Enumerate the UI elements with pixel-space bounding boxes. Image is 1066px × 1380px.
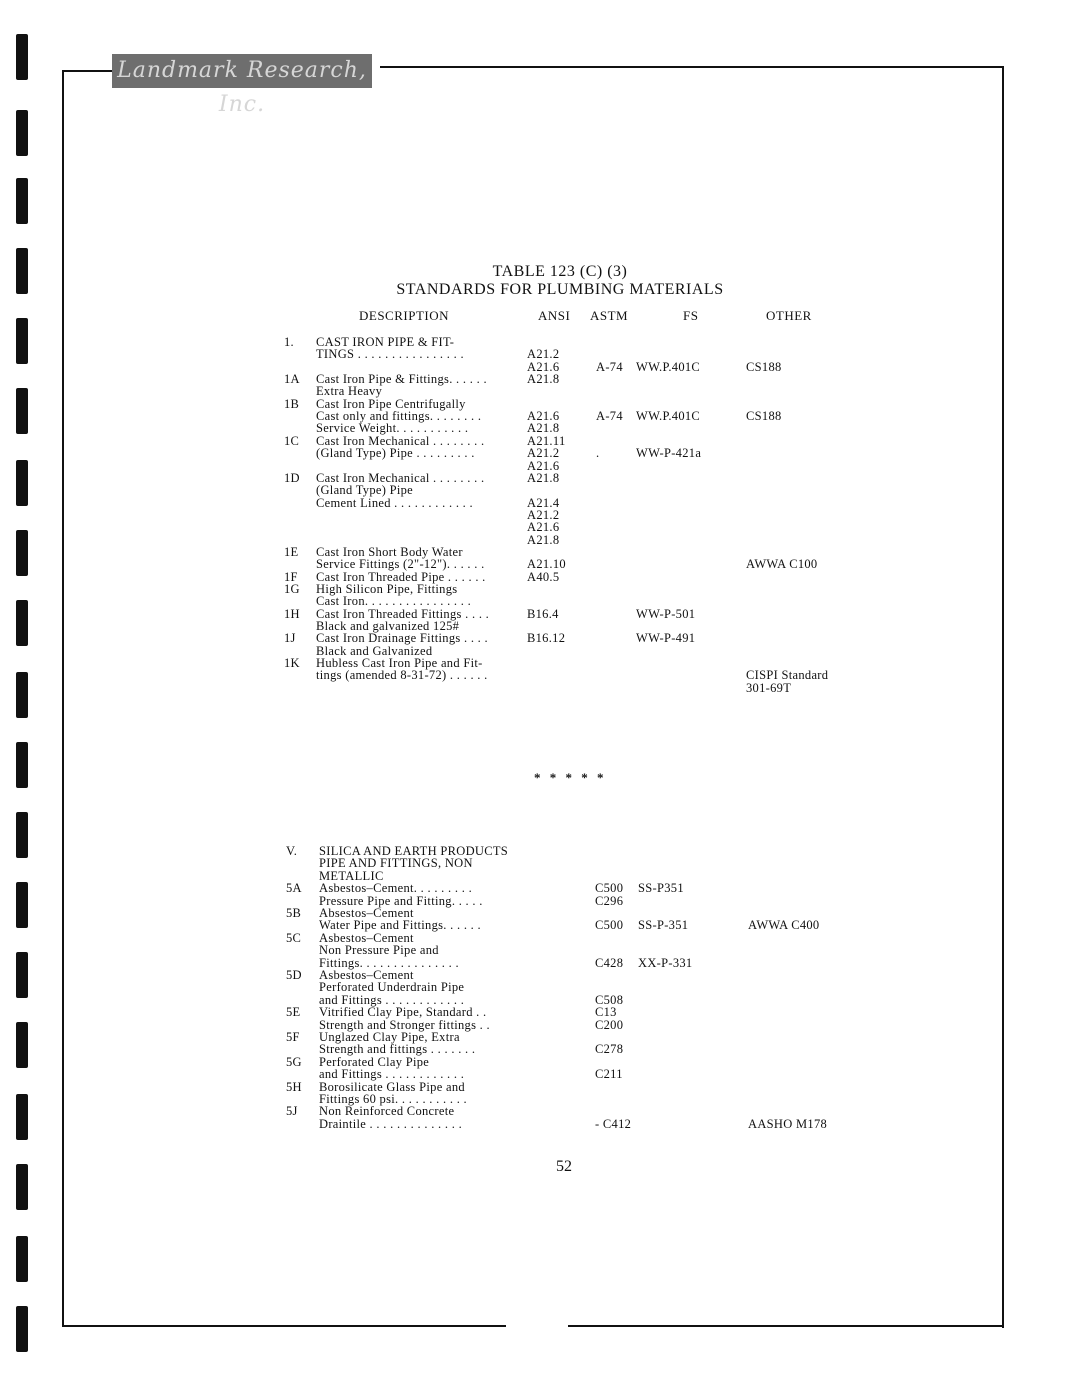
header-astm: ASTM (590, 308, 629, 323)
row-description: Fittings 60 psi. . . . . . . . . . . (319, 1092, 467, 1106)
row-description: Asbestos–Cement (319, 968, 414, 982)
row-astm: . (596, 446, 600, 461)
row-description: Cast only and fittings. . . . . . . . (316, 409, 482, 424)
row-description: Cast Iron Pipe Centrifugally (316, 396, 466, 411)
row-description: Hubless Cast Iron Pipe and Fit- (316, 656, 483, 671)
row-description: Extra Heavy (316, 384, 383, 399)
row-ansi: A21.6 (527, 520, 560, 535)
row-number: 1F (284, 569, 298, 584)
row-description: Perforated Clay Pipe (319, 1054, 430, 1069)
header-ansi: ANSI (538, 308, 571, 323)
row-description: (Gland Type) Pipe . . . . . . . . . (316, 446, 475, 461)
row-description: Non Reinforced Concrete (319, 1104, 455, 1119)
row-number: 5A (286, 881, 302, 896)
row-ansi: A21.6 (527, 458, 560, 473)
frame-border (62, 1325, 506, 1327)
table-title: TABLE 123 (C) (3) (492, 263, 628, 280)
row-ansi: A21.6 (527, 409, 560, 424)
row-ansi: A21.2 (527, 347, 560, 362)
row-fs: WW-P-421a (636, 446, 702, 461)
row-description: (Gland Type) Pipe (316, 483, 414, 498)
row-fs: SS-P351 (638, 881, 684, 896)
row-ansi: B16.4 (527, 606, 559, 621)
row-description: Non Pressure Pipe and (319, 943, 439, 958)
row-description: Service Weight. . . . . . . . . . . (316, 421, 469, 436)
row-description: Asbestos–Cement. . . . . . . . . (319, 881, 472, 896)
row-astm: A-74 (596, 409, 623, 424)
row-description: Cement Lined . . . . . . . . . . . . (316, 495, 473, 510)
row-astm: C200 (595, 1017, 624, 1032)
row-description: and Fittings . . . . . . . . . . . . (319, 1067, 465, 1082)
row-description: Strength and Stronger fittings . . (319, 1017, 490, 1032)
row-fs: XX-P-331 (638, 955, 693, 970)
frame-border (1002, 66, 1004, 1328)
row-ansi: A21.11 (527, 433, 566, 448)
row-other: AASHO M178 (748, 1116, 828, 1131)
row-description: Cast Iron Short Body Water (316, 544, 463, 559)
row-description: PIPE AND FITTINGS, NON (319, 856, 473, 871)
row-astm: C428 (595, 955, 624, 970)
row-astm: - C412 (595, 1116, 632, 1131)
row-description: Cast Iron Threaded Pipe . . . . . . (316, 569, 486, 584)
row-other: 301-69T (746, 680, 792, 695)
row-fs: WW.P.401C (636, 359, 701, 374)
row-fs: WW.P.401C (636, 409, 701, 424)
row-description: Borosilicate Glass Pipe and (319, 1079, 465, 1094)
row-astm: C278 (595, 1042, 624, 1057)
row-description: CAST IRON PIPE & FIT- (316, 335, 455, 349)
row-description: Cast Iron. . . . . . . . . . . . . . . . (316, 594, 472, 609)
row-description: Water Pipe and Fittings. . . . . . (319, 918, 481, 933)
row-description: Absestos–Cement (319, 906, 414, 920)
row-number: 1. (284, 335, 294, 349)
row-description: TINGS . . . . . . . . . . . . . . . . (316, 347, 464, 362)
row-fs: SS-P-351 (638, 918, 689, 933)
row-description: Cast Iron Mechanical . . . . . . . . (316, 433, 485, 448)
row-other: AWWA C100 (746, 557, 818, 572)
row-description: Unglazed Clay Pipe, Extra (319, 1030, 460, 1044)
row-number: 5J (286, 1104, 298, 1119)
row-other: CS188 (746, 409, 782, 424)
frame-border (62, 70, 112, 72)
table-subtitle: STANDARDS FOR PLUMBING MATERIALS (396, 281, 724, 298)
row-number: V. (286, 844, 298, 858)
frame-border (380, 66, 1004, 68)
row-ansi: A21.2 (527, 507, 560, 522)
row-description: Cast Iron Threaded Fittings . . . . (316, 606, 490, 621)
row-astm: C500 (595, 918, 624, 933)
row-number: 5F (286, 1030, 300, 1044)
row-description: and Fittings . . . . . . . . . . . . (319, 992, 465, 1007)
row-number: 5C (286, 930, 302, 945)
row-number: 5B (286, 906, 302, 920)
page-number: 52 (556, 1158, 572, 1175)
row-number: 5G (286, 1054, 302, 1069)
row-number: 1H (284, 606, 300, 621)
row-description: Vitrified Clay Pipe, Standard . . (319, 1005, 487, 1020)
row-ansi: A21.6 (527, 359, 560, 374)
row-astm: C500 (595, 881, 624, 896)
frame-border (62, 70, 64, 1326)
row-number: 5D (286, 968, 302, 982)
row-description: Pressure Pipe and Fitting. . . . . (319, 893, 483, 908)
row-description: Service Fittings (2"-12"). . . . . . (316, 557, 485, 572)
row-astm: C508 (595, 992, 624, 1007)
row-number: 1A (284, 372, 300, 387)
row-description: Strength and fittings . . . . . . . (319, 1042, 476, 1057)
row-description: Perforated Underdrain Pipe (319, 980, 465, 995)
row-number: 1J (284, 631, 296, 646)
row-number: 1K (284, 656, 300, 671)
row-other: AWWA C400 (748, 918, 820, 933)
row-ansi: A40.5 (527, 569, 560, 584)
row-number: 1C (284, 433, 300, 448)
row-ansi: A21.8 (527, 532, 560, 547)
row-number: 1G (284, 582, 300, 596)
header-fs: FS (683, 308, 699, 323)
header-other: OTHER (766, 308, 812, 323)
row-description: Black and Galvanized (316, 643, 433, 658)
row-fs: WW-P-501 (636, 606, 696, 621)
header-description: DESCRIPTION (359, 308, 450, 323)
row-description: Draintile . . . . . . . . . . . . . . (319, 1116, 463, 1131)
row-description: tings (amended 8-31-72) . . . . . . (316, 668, 488, 683)
row-description: Cast Iron Mechanical . . . . . . . . (316, 470, 485, 485)
row-description: Asbestos–Cement (319, 930, 414, 945)
row-description: METALLIC (319, 868, 384, 883)
row-description: Cast Iron Pipe & Fittings. . . . . . (316, 372, 487, 387)
row-ansi: B16.12 (527, 631, 566, 646)
row-ansi: A21.8 (527, 421, 560, 436)
row-other: CS188 (746, 359, 782, 374)
row-ansi: A21.8 (527, 372, 560, 387)
row-ansi: A21.4 (527, 495, 560, 510)
row-ansi: A21.10 (527, 557, 566, 572)
frame-border (568, 1325, 1004, 1327)
row-description: Fittings. . . . . . . . . . . . . . . (319, 955, 459, 970)
row-astm: C211 (595, 1067, 623, 1082)
row-ansi: A21.8 (527, 470, 560, 485)
row-astm: C13 (595, 1005, 617, 1020)
row-description: Black and galvanized 125# (316, 619, 460, 634)
row-description: Cast Iron Drainage Fittings . . . . (316, 631, 488, 646)
row-fs: WW-P-491 (636, 631, 696, 646)
binding-holes (16, 0, 30, 1380)
row-number: 1D (284, 470, 300, 485)
row-astm: A-74 (596, 359, 623, 374)
company-logo: Landmark Research, Inc. (112, 54, 372, 88)
row-other: CISPI Standard (746, 668, 829, 683)
row-number: 1E (284, 544, 299, 559)
row-description: High Silicon Pipe, Fittings (316, 582, 458, 596)
row-number: 1B (284, 396, 300, 411)
row-description: SILICA AND EARTH PRODUCTS (319, 844, 509, 858)
row-number: 5H (286, 1079, 302, 1094)
section-separator: * * * * * (534, 770, 607, 785)
row-ansi: A21.2 (527, 446, 560, 461)
row-astm: C296 (595, 893, 624, 908)
row-number: 5E (286, 1005, 301, 1020)
